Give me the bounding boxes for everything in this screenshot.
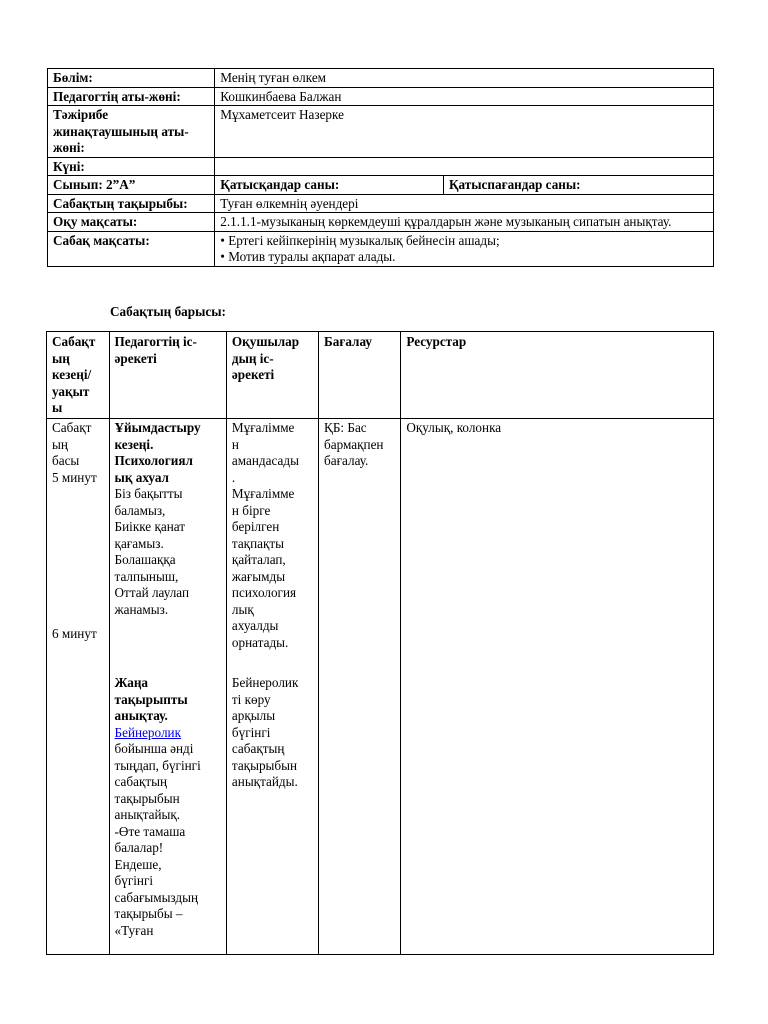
info-row-section	[48, 69, 714, 88]
trainee-value: Мұхаметсеит Назерке	[215, 106, 714, 158]
student-activity-cell	[226, 419, 318, 955]
stage-1-assessment: ҚБ: Бас бармақпен бағалау.	[324, 420, 384, 468]
stage-2-time: 6 минут	[52, 626, 97, 641]
video-link[interactable]: Бейнеролик	[114, 724, 181, 740]
header-stage: Сабақт ың кезеңі/ уақыт ы	[47, 332, 110, 419]
learning-goal-label: Оқу мақсаты:	[48, 213, 215, 232]
lesson-goal-item-2: • Мотив туралы ақпарат алады.	[220, 249, 396, 264]
date-value	[215, 157, 714, 176]
stage-1-resources: Оқулық, колонка	[406, 420, 502, 435]
info-row-trainee	[48, 106, 714, 158]
lesson-goal-item-1: • Ертегі кейіпкерінің музыкалық бейнесін ашады;	[220, 232, 500, 248]
lesson-header-row	[47, 332, 714, 419]
present-label: Қатысқандар саны:	[215, 176, 444, 195]
stage-2-students-text: Бейнеролик ті көру арқылы бүгінгі сабақтың тақырыбын анықтайды.	[231, 675, 299, 789]
header-assessment: Бағалау	[319, 332, 401, 419]
stage-2-teacher-text: бойынша әнді тыңдап, бүгінгі сабақтың тақырыбын анықтайық. -Өте тамаша балалар! Ендеше, бүгінгі сабағымыздың тақырыбы – «Туған	[114, 741, 201, 938]
date-label: Күні:	[48, 157, 215, 176]
topic-label: Сабақтың тақырыбы:	[48, 194, 215, 213]
stage-cell	[47, 419, 110, 955]
stage-1-label: Сабақт ың басы 5 минут	[52, 420, 97, 485]
header-resources: Ресурстар	[401, 332, 714, 419]
teacher-activity-cell	[109, 419, 226, 955]
resources-cell	[401, 419, 714, 955]
teacher-value: Кошкинбаева Балжан	[215, 87, 714, 106]
lesson-goal-value	[215, 231, 714, 266]
absent-label: Қатыспағандар саны:	[443, 176, 713, 195]
learning-goal-value: 2.1.1.1-музыканың көркемдеуші құралдарын және музыканың сипатын анықтау.	[215, 213, 714, 232]
class-label: Сынып: 2”А”	[48, 176, 215, 195]
stage-1-students-text: Мұғалімме н амандасады . Мұғалімме н бірге берілген тақпақты қайталап, жағымды психология лық ахуалды орнатады.	[231, 420, 299, 650]
assessment-cell	[319, 419, 401, 955]
stage-1-teacher-text: Біз бақытты баламыз, Биікке қанат қағамыз. Болашаққа талпыныш, Оттай лаулап жанамыз.	[114, 486, 190, 617]
trainee-label: Тәжірибе жинақтаушының аты-жөні:	[48, 106, 215, 158]
lesson-goal-label: Сабақ мақсаты:	[48, 231, 215, 266]
topic-value: Туған өлкемнің әуендері	[215, 194, 714, 213]
info-row-learning-goal	[48, 213, 714, 232]
header-teacher-activity: Педагогтің іс- әрекеті	[109, 332, 226, 419]
stage-2-teacher-heading: Жаңа тақырыпты анықтау.	[114, 675, 188, 723]
section-value: Менің туған өлкем	[215, 69, 714, 88]
info-row-date	[48, 157, 714, 176]
progress-title: Сабақтың барысы:	[110, 304, 226, 319]
teacher-label: Педагогтің аты-жөні:	[48, 87, 215, 106]
header-student-activity: Оқушылар дың іс- әрекеті	[226, 332, 318, 419]
info-row-topic	[48, 194, 714, 213]
info-row-lesson-goal	[48, 231, 714, 266]
lesson-body-row	[47, 419, 714, 955]
lesson-progress-table	[46, 331, 714, 955]
info-row-teacher	[48, 87, 714, 106]
stage-1-teacher-heading: Ұйымдастыру кезеңі. Психологиял ық ахуал	[114, 420, 201, 485]
info-row-class	[48, 176, 714, 195]
lesson-info-table	[47, 68, 714, 267]
section-label: Бөлім:	[48, 69, 215, 88]
